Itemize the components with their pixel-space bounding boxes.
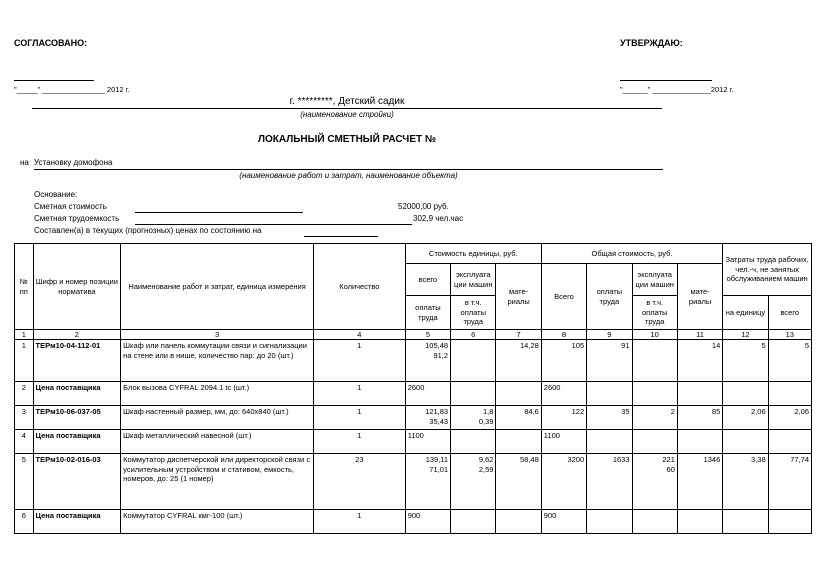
work-name-underline [34,169,663,170]
row-code: Цена поставщика [33,382,121,406]
cost-value: 52000,00 руб. [398,202,449,211]
row-code: ТЕРм10-02-016-03 [33,454,121,510]
cost-label: Сметная стоимость [34,202,107,211]
column-number: 2 [33,330,121,340]
header-all: всего [405,264,450,296]
row-total-all: 122 [541,406,586,430]
row-total-all: 105 [541,340,586,382]
row-unit-materials [496,430,541,454]
row-unit-all: 121,83 35,43 [405,406,450,430]
row-unit-exploitation [451,340,496,382]
row-total-exploitation: 221 60 [632,454,677,510]
row-labor-unit: 2,06 [723,406,768,430]
header-name: Наименование работ и затрат, единица измерения [121,244,314,330]
row-qty: 23 [313,454,405,510]
header-total-cost: Общая стоимость, руб. [541,244,722,264]
row-labor-all: 77,74 [768,454,811,510]
column-number: 7 [496,330,541,340]
row-unit-exploitation [451,382,496,406]
table-row [15,510,812,534]
row-qty: 1 [313,382,405,406]
row-labor-all [768,430,811,454]
header-num: № пп [15,244,34,330]
header-qty: Количество [313,244,405,330]
column-number: 8 [541,330,586,340]
row-name: Блок вызова CYFRAL 2094.1 tc (шт.) [121,382,314,406]
row-labor-unit [723,430,768,454]
row-labor-unit: 5 [723,340,768,382]
row-total-materials: 1346 [677,454,722,510]
labor-value: 302,9 чел.час [413,214,464,223]
row-labor-all [768,382,811,406]
header-per-unit: на единицу [723,296,768,330]
row-total-wages: 91 [587,340,632,382]
row-code: ТЕРм10-06-037-05 [33,406,121,430]
column-number: 5 [405,330,450,340]
row-name: Шкаф металлический навесной (шт.) [121,430,314,454]
approved-label: СОГЛАСОВАНО: [14,38,88,48]
object-name-underline [32,108,662,109]
row-total-wages [587,510,632,534]
labor-line [135,224,412,225]
row-code: Цена поставщика [33,510,121,534]
cost-line [135,212,303,213]
row-total-exploitation: 2 [632,406,677,430]
row-labor-unit [723,382,768,406]
estimate-table [14,243,812,534]
row-code: Цена поставщика [33,430,121,454]
column-number: 6 [451,330,496,340]
column-number: 9 [587,330,632,340]
column-number-row [15,330,812,340]
header-code: Шифр и номер позиции норматива [33,244,121,330]
row-total-wages [587,430,632,454]
row-total-all: 3200 [541,454,586,510]
header-exploitation: эксплуата ции машин [451,264,496,296]
table-row [15,454,812,510]
row-num: 4 [15,430,34,454]
table-row [15,382,812,406]
column-number: 10 [632,330,677,340]
prices-label: Составлен(а) в текущих (прогнозных) ценах по состоянию на [34,226,262,235]
row-code: ТЕРм10-04-112-01 [33,340,121,382]
column-number: 12 [723,330,768,340]
row-total-all: 2600 [541,382,586,406]
row-unit-all: 1100 [405,430,450,454]
right-signature-line [620,80,712,81]
row-labor-all: 2,06 [768,406,811,430]
prices-date-line [304,236,378,237]
header-labor: Затраты труда рабочих, чел.-ч, не занятых обслуживанием машин [723,244,812,296]
document-title: ЛОКАЛЬНЫЙ СМЕТНЫЙ РАСЧЕТ № [257,134,437,145]
row-qty: 1 [313,406,405,430]
row-qty: 1 [313,340,405,382]
row-total-exploitation [632,430,677,454]
row-unit-all: 2600 [405,382,450,406]
row-unit-materials: 58,48 [496,454,541,510]
row-total-materials [677,430,722,454]
row-qty: 1 [313,430,405,454]
row-unit-materials: 14,28 [496,340,541,382]
table-row [15,406,812,430]
column-number: 11 [677,330,722,340]
header-total-all: Всего [541,264,586,330]
row-unit-all: 105,48 91,2 [405,340,450,382]
row-name: Шкаф или панель коммутации связи и сигнализации на стене или в нише, количество пар: до 20 (шт.) [121,340,314,382]
row-labor-unit [723,510,768,534]
row-unit-materials [496,382,541,406]
header-exploitation-total: эксплуата ции машин [632,264,677,296]
row-total-materials [677,510,722,534]
row-unit-exploitation: 9,62 2,59 [451,454,496,510]
column-number: 1 [15,330,34,340]
row-total-materials: 85 [677,406,722,430]
header-labor-all: всего [768,296,811,330]
row-unit-exploitation [451,510,496,534]
row-total-materials [677,382,722,406]
left-date: "_____" _______________ 2012 г. [14,85,130,94]
object-name: г. *********, Детский садик [289,96,405,107]
column-number: 13 [768,330,811,340]
row-num: 2 [15,382,34,406]
work-name: Установку домофона [34,158,113,167]
row-name: Коммутатор CYFRAL кмг-100 (шт.) [121,510,314,534]
column-number: 3 [121,330,314,340]
row-total-wages [587,382,632,406]
row-total-exploitation [632,340,677,382]
row-total-exploitation [632,510,677,534]
row-total-exploitation [632,382,677,406]
row-labor-all [768,510,811,534]
basis-label: Основание: [34,190,78,199]
row-num: 1 [15,340,34,382]
header-materials: мате-риалы [496,264,541,330]
right-date: "______" ______________2012 г. [620,85,734,94]
header-incl-wages: в т.ч. оплаты труда [451,296,496,330]
row-name: Шкаф настенный размер, мм, до: 640х840 (шт.) [121,406,314,430]
row-total-all: 1100 [541,430,586,454]
row-unit-materials [496,510,541,534]
table-row [15,340,812,382]
row-labor-all: 5 [768,340,811,382]
row-labor-unit: 3,38 [723,454,768,510]
left-signature-line [14,80,94,81]
row-total-wages: 1633 [587,454,632,510]
row-unit-all: 900 [405,510,450,534]
row-num: 6 [15,510,34,534]
row-total-all: 900 [541,510,586,534]
row-num: 3 [15,406,34,430]
header-wages-unit: оплаты труда [405,296,450,330]
row-unit-all: 139,11 71,01 [405,454,450,510]
work-prefix: на [20,158,29,167]
row-name: Коммутатор диспетчерской или директорской связи с усилительным устройством и стативом, емкость, номеров, до: 25 (1 номер) [121,454,314,510]
header-unit-cost: Стоимость единицы, руб. [405,244,541,264]
header-materials-total: мате-риалы [677,264,722,330]
row-num: 5 [15,454,34,510]
row-qty: 1 [313,510,405,534]
object-name-caption: (наименование стройки) [300,110,394,119]
column-number: 4 [313,330,405,340]
row-unit-exploitation [451,430,496,454]
row-total-wages: 35 [587,406,632,430]
row-unit-materials: 84,6 [496,406,541,430]
table-row [15,430,812,454]
work-name-caption: (наименование работ и затрат, наименование объекта) [239,171,458,180]
header-wages: оплаты труда [587,264,632,330]
confirm-label: УТВЕРЖДАЮ: [620,38,683,48]
labor-label: Сметная трудоемкость [34,214,120,223]
header-incl-wages-total: в т.ч. оплаты труда [632,296,677,330]
row-unit-exploitation: 1,8 0,39 [451,406,496,430]
row-total-materials: 14 [677,340,722,382]
